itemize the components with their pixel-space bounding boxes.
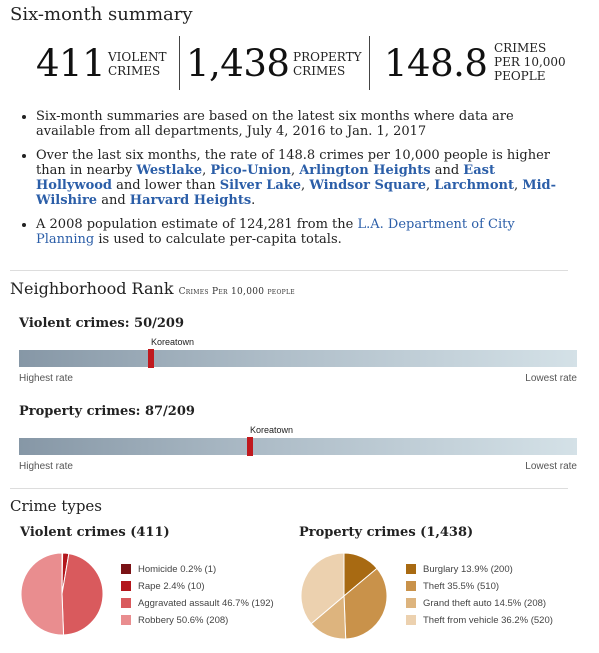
legend-item xyxy=(121,562,216,576)
axis-lowest: Lowest rate xyxy=(525,373,577,384)
rank-track xyxy=(19,350,577,367)
summary-title: Six-month summary xyxy=(10,4,193,25)
rank-marker xyxy=(148,349,154,368)
property-pie-title: Property crimes (1,438) xyxy=(299,525,474,540)
axis-highest: Highest rate xyxy=(19,373,73,384)
summary-stats xyxy=(0,36,599,92)
neighborhood-link[interactable]: East Hollywood xyxy=(36,163,495,193)
property-count: 1,438 xyxy=(186,42,290,85)
pie-slice xyxy=(62,554,103,635)
legend-swatch xyxy=(121,581,131,591)
rank-title: Neighborhood Rank Crimes Per 10,000 people xyxy=(10,279,295,298)
marker-label: Koreatown xyxy=(250,425,294,435)
divider xyxy=(10,270,568,271)
legend-label: Rape 2.4% (10) xyxy=(138,580,205,592)
axis-highest: Highest rate xyxy=(19,461,73,472)
neighborhood-link[interactable]: Windsor Square xyxy=(309,178,427,193)
legend-item xyxy=(406,579,499,593)
neighborhood-link[interactable]: Mid-Wilshire xyxy=(36,178,557,208)
legend-label: Aggravated assault 46.7% (192) xyxy=(138,597,274,609)
legend-label: Burglary 13.9% (200) xyxy=(423,563,513,575)
legend-label: Robbery 50.6% (208) xyxy=(138,614,229,626)
property-pie-chart xyxy=(300,552,388,640)
neighborhood-link[interactable]: Arlington Heights xyxy=(299,163,431,178)
legend-label: Grand theft auto 14.5% (208) xyxy=(423,597,547,609)
legend-item xyxy=(406,613,553,627)
rate-value: 148.8 xyxy=(384,42,488,85)
axis-lowest: Lowest rate xyxy=(525,461,577,472)
neighborhood-link[interactable]: Harvard Heights xyxy=(129,193,252,208)
violent-pie-chart xyxy=(20,552,104,636)
violent-label: VIOLENT CRIMES xyxy=(108,50,167,78)
legend-swatch xyxy=(121,598,131,608)
legend-label: Theft from vehicle 36.2% (520) xyxy=(423,614,553,626)
property-rank-title: Property crimes: 87/209 xyxy=(19,404,195,419)
legend-swatch xyxy=(406,564,416,574)
rank-subtitle: Crimes Per 10,000 people xyxy=(178,287,295,297)
rank-track xyxy=(19,438,577,455)
legend-item xyxy=(121,596,274,610)
stat-divider xyxy=(179,36,180,90)
pie-slice xyxy=(21,553,64,635)
rank-marker xyxy=(247,437,253,456)
types-title: Crime types xyxy=(10,497,102,515)
neighborhood-link[interactable]: Silver Lake xyxy=(219,178,302,193)
note-comparison: • Over the last six months, the rate of 148.8 crimes per 10,000 people is higher than in nearby Westlake, Pico-Union, Arlington Heights and East Hollywood and lower than Silver Lake, Windsor Square, Larchmont, Mid-Wilshire and Harvard Heights. xyxy=(36,148,570,208)
legend-swatch xyxy=(406,615,416,625)
property-rank-bar xyxy=(19,424,577,476)
legend-item xyxy=(121,579,205,593)
legend-swatch xyxy=(406,598,416,608)
violent-rank-bar xyxy=(19,336,577,388)
legend-item xyxy=(406,596,546,610)
legend-item xyxy=(406,562,513,576)
legend-swatch xyxy=(406,581,416,591)
note-date-range: • Six-month summaries are based on the latest six months where data are available from all departments, July 4, 2016 to Jan. 1, 2017 xyxy=(36,109,570,139)
legend-swatch xyxy=(121,564,131,574)
violent-pie-title: Violent crimes (411) xyxy=(20,525,170,540)
stat-divider xyxy=(369,36,370,90)
violent-legend xyxy=(121,562,291,632)
violent-count: 411 xyxy=(36,42,106,85)
legend-label: Homicide 0.2% (1) xyxy=(138,563,217,575)
note-population: • A 2008 population estimate of 124,281 from the L.A. Department of City Planning is used to calculate per-capita totals. xyxy=(36,217,570,247)
neighborhood-link[interactable]: Pico-Union xyxy=(210,163,291,178)
property-legend xyxy=(406,562,586,632)
legend-label: Theft 35.5% (510) xyxy=(423,580,500,592)
property-label: PROPERTY CRIMES xyxy=(293,50,362,78)
neighborhood-link[interactable]: Larchmont xyxy=(434,178,514,193)
neighborhood-link[interactable]: Westlake xyxy=(136,163,203,178)
marker-label: Koreatown xyxy=(151,337,195,347)
summary-notes xyxy=(10,109,570,256)
rate-label: CRIMES PER 10,000 PEOPLE xyxy=(494,41,566,83)
legend-item xyxy=(121,613,228,627)
violent-rank-title: Violent crimes: 50/209 xyxy=(19,316,185,331)
divider xyxy=(10,488,568,489)
city-planning-link[interactable]: L.A. Department of City Planning xyxy=(36,217,515,247)
legend-swatch xyxy=(121,615,131,625)
